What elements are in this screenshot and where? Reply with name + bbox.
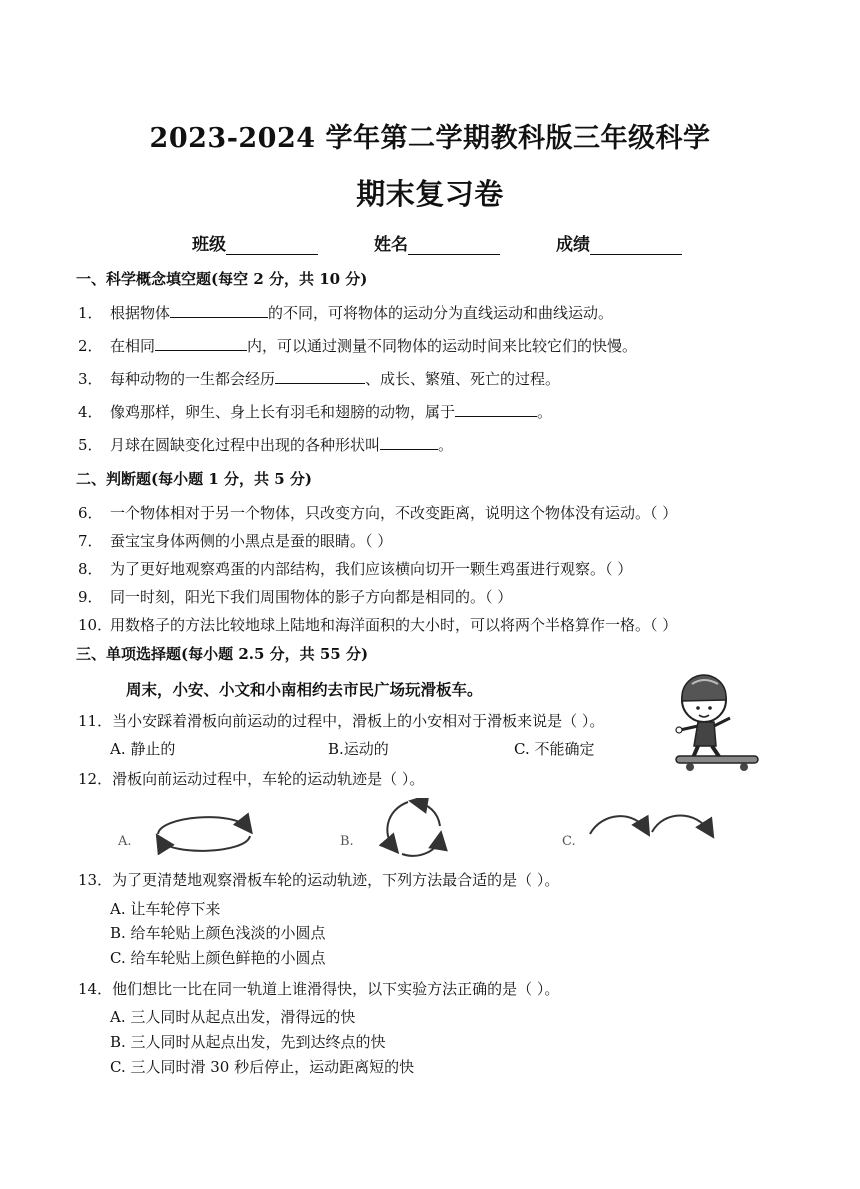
fill-question-4: 像鸡那样，卵生、身上长有羽毛和翅膀的动物，属于 。 <box>110 403 553 421</box>
option-14-a[interactable]: A. 三人同时从起点出发，滑得远的快 <box>110 1008 356 1026</box>
judge-question-8: 为了更好地观察鸡蛋的内部结构，我们应该横向切开一颗生鸡蛋进行观察。（ ） <box>110 560 633 578</box>
fill-question-5: 月球在圆缺变化过程中出现的各种形状叫 。 <box>110 436 454 454</box>
score-field[interactable] <box>556 230 682 255</box>
judge-question-6: 一个物体相对于另一个物体，只改变方向，不改变距离，说明这个物体没有运动。（ ） <box>110 504 678 522</box>
score-label: 成绩 <box>556 235 590 255</box>
answer-blank[interactable] <box>155 335 247 351</box>
fill-question-2: 在相同 内，可以通过测量不同物体的运动时间来比较它们的快慢。 <box>110 337 638 355</box>
section-heading-judge: 二、判断题(每小题 1 分，共 5 分) <box>76 470 312 488</box>
judge-question-7: 蚕宝宝身体两侧的小黑点是蚕的眼睛。（ ） <box>110 532 393 550</box>
option-11-b[interactable]: B.运动的 <box>328 740 389 758</box>
question-number: 5． <box>78 436 103 454</box>
question-number: 7． <box>78 532 103 550</box>
fill-question-1: 根据物体 的不同，可将物体的运动分为直线运动和曲线运动。 <box>110 304 614 322</box>
question-number: 10． <box>78 616 113 634</box>
circle-loop-icon <box>378 798 458 860</box>
option-13-b[interactable]: B. 给车轮贴上颜色浅淡的小圆点 <box>110 924 326 942</box>
ellipse-loop-icon <box>150 806 258 858</box>
question-number: 6． <box>78 504 103 522</box>
answer-blank[interactable] <box>275 368 365 384</box>
question-number: 4． <box>78 403 103 421</box>
choice-question-13: 13．为了更清楚地观察滑板车轮的运动轨迹，下列方法最合适的是（ ）。 <box>78 871 560 889</box>
section-heading-fill: 一、科学概念填空题(每空 2 分，共 10 分) <box>76 270 368 288</box>
choice-question-12: 12．滑板向前运动过程中，车轮的运动轨迹是（ ）。 <box>78 770 425 788</box>
option-14-b[interactable]: B. 三人同时从起点出发，先到达终点的快 <box>110 1033 386 1051</box>
option-11-a[interactable]: A. 静止的 <box>110 740 176 758</box>
score-blank[interactable] <box>590 236 682 255</box>
judge-question-10: 用数格子的方法比较地球上陆地和海洋面积的大小时，可以将两个半格算作一格。（ ） <box>110 616 678 634</box>
answer-blank[interactable] <box>170 302 268 318</box>
section-heading-choice: 三、单项选择题(每小题 2.5 分，共 55 分) <box>76 645 369 663</box>
name-blank[interactable] <box>408 236 500 255</box>
question-number: 1． <box>78 304 103 322</box>
choice-question-11: 11．当小安踩着滑板向前运动的过程中，滑板上的小安相对于滑板来说是（ ）。 <box>78 712 605 730</box>
student-info <box>192 230 682 255</box>
class-field[interactable] <box>192 230 318 255</box>
story-intro: 周末，小安、小文和小南相约去市民广场玩滑板车。 <box>126 681 483 699</box>
name-label: 姓名 <box>374 235 408 255</box>
skateboarder-illustration <box>668 670 774 774</box>
judge-question-9: 同一时刻，阳光下我们周围物体的影子方向都是相同的。（ ） <box>110 588 513 606</box>
question-number: 8． <box>78 560 103 578</box>
answer-blank[interactable] <box>455 401 537 417</box>
fill-question-3: 每种动物的一生都会经历 、成长、繁殖、死亡的过程。 <box>110 370 561 388</box>
option-11-c[interactable]: C. 不能确定 <box>514 740 595 758</box>
answer-blank[interactable] <box>380 434 438 450</box>
option-12-a[interactable]: A. <box>118 834 132 849</box>
question-number: 9． <box>78 588 103 606</box>
option-13-a[interactable]: A. 让车轮停下来 <box>110 900 221 918</box>
question-number: 3． <box>78 370 103 388</box>
option-12-b[interactable]: B. <box>340 834 354 849</box>
exam-title-line2: 期末复习卷 <box>356 177 504 211</box>
question-number: 2． <box>78 337 103 355</box>
class-label: 班级 <box>192 235 226 255</box>
arc-path-icon <box>586 806 716 846</box>
choice-question-14: 14．他们想比一比在同一轨道上谁滑得快，以下实验方法正确的是（ ）。 <box>78 980 560 998</box>
option-13-c[interactable]: C. 给车轮贴上颜色鲜艳的小圆点 <box>110 949 326 967</box>
exam-title-line1: 2023-2024 学年第二学期教科版三年级科学 <box>149 123 711 154</box>
class-blank[interactable] <box>226 236 318 255</box>
option-14-c[interactable]: C. 三人同时滑 30 秒后停止，运动距离短的快 <box>110 1058 415 1076</box>
name-field[interactable] <box>374 230 500 255</box>
option-12-c[interactable]: C. <box>562 834 576 849</box>
